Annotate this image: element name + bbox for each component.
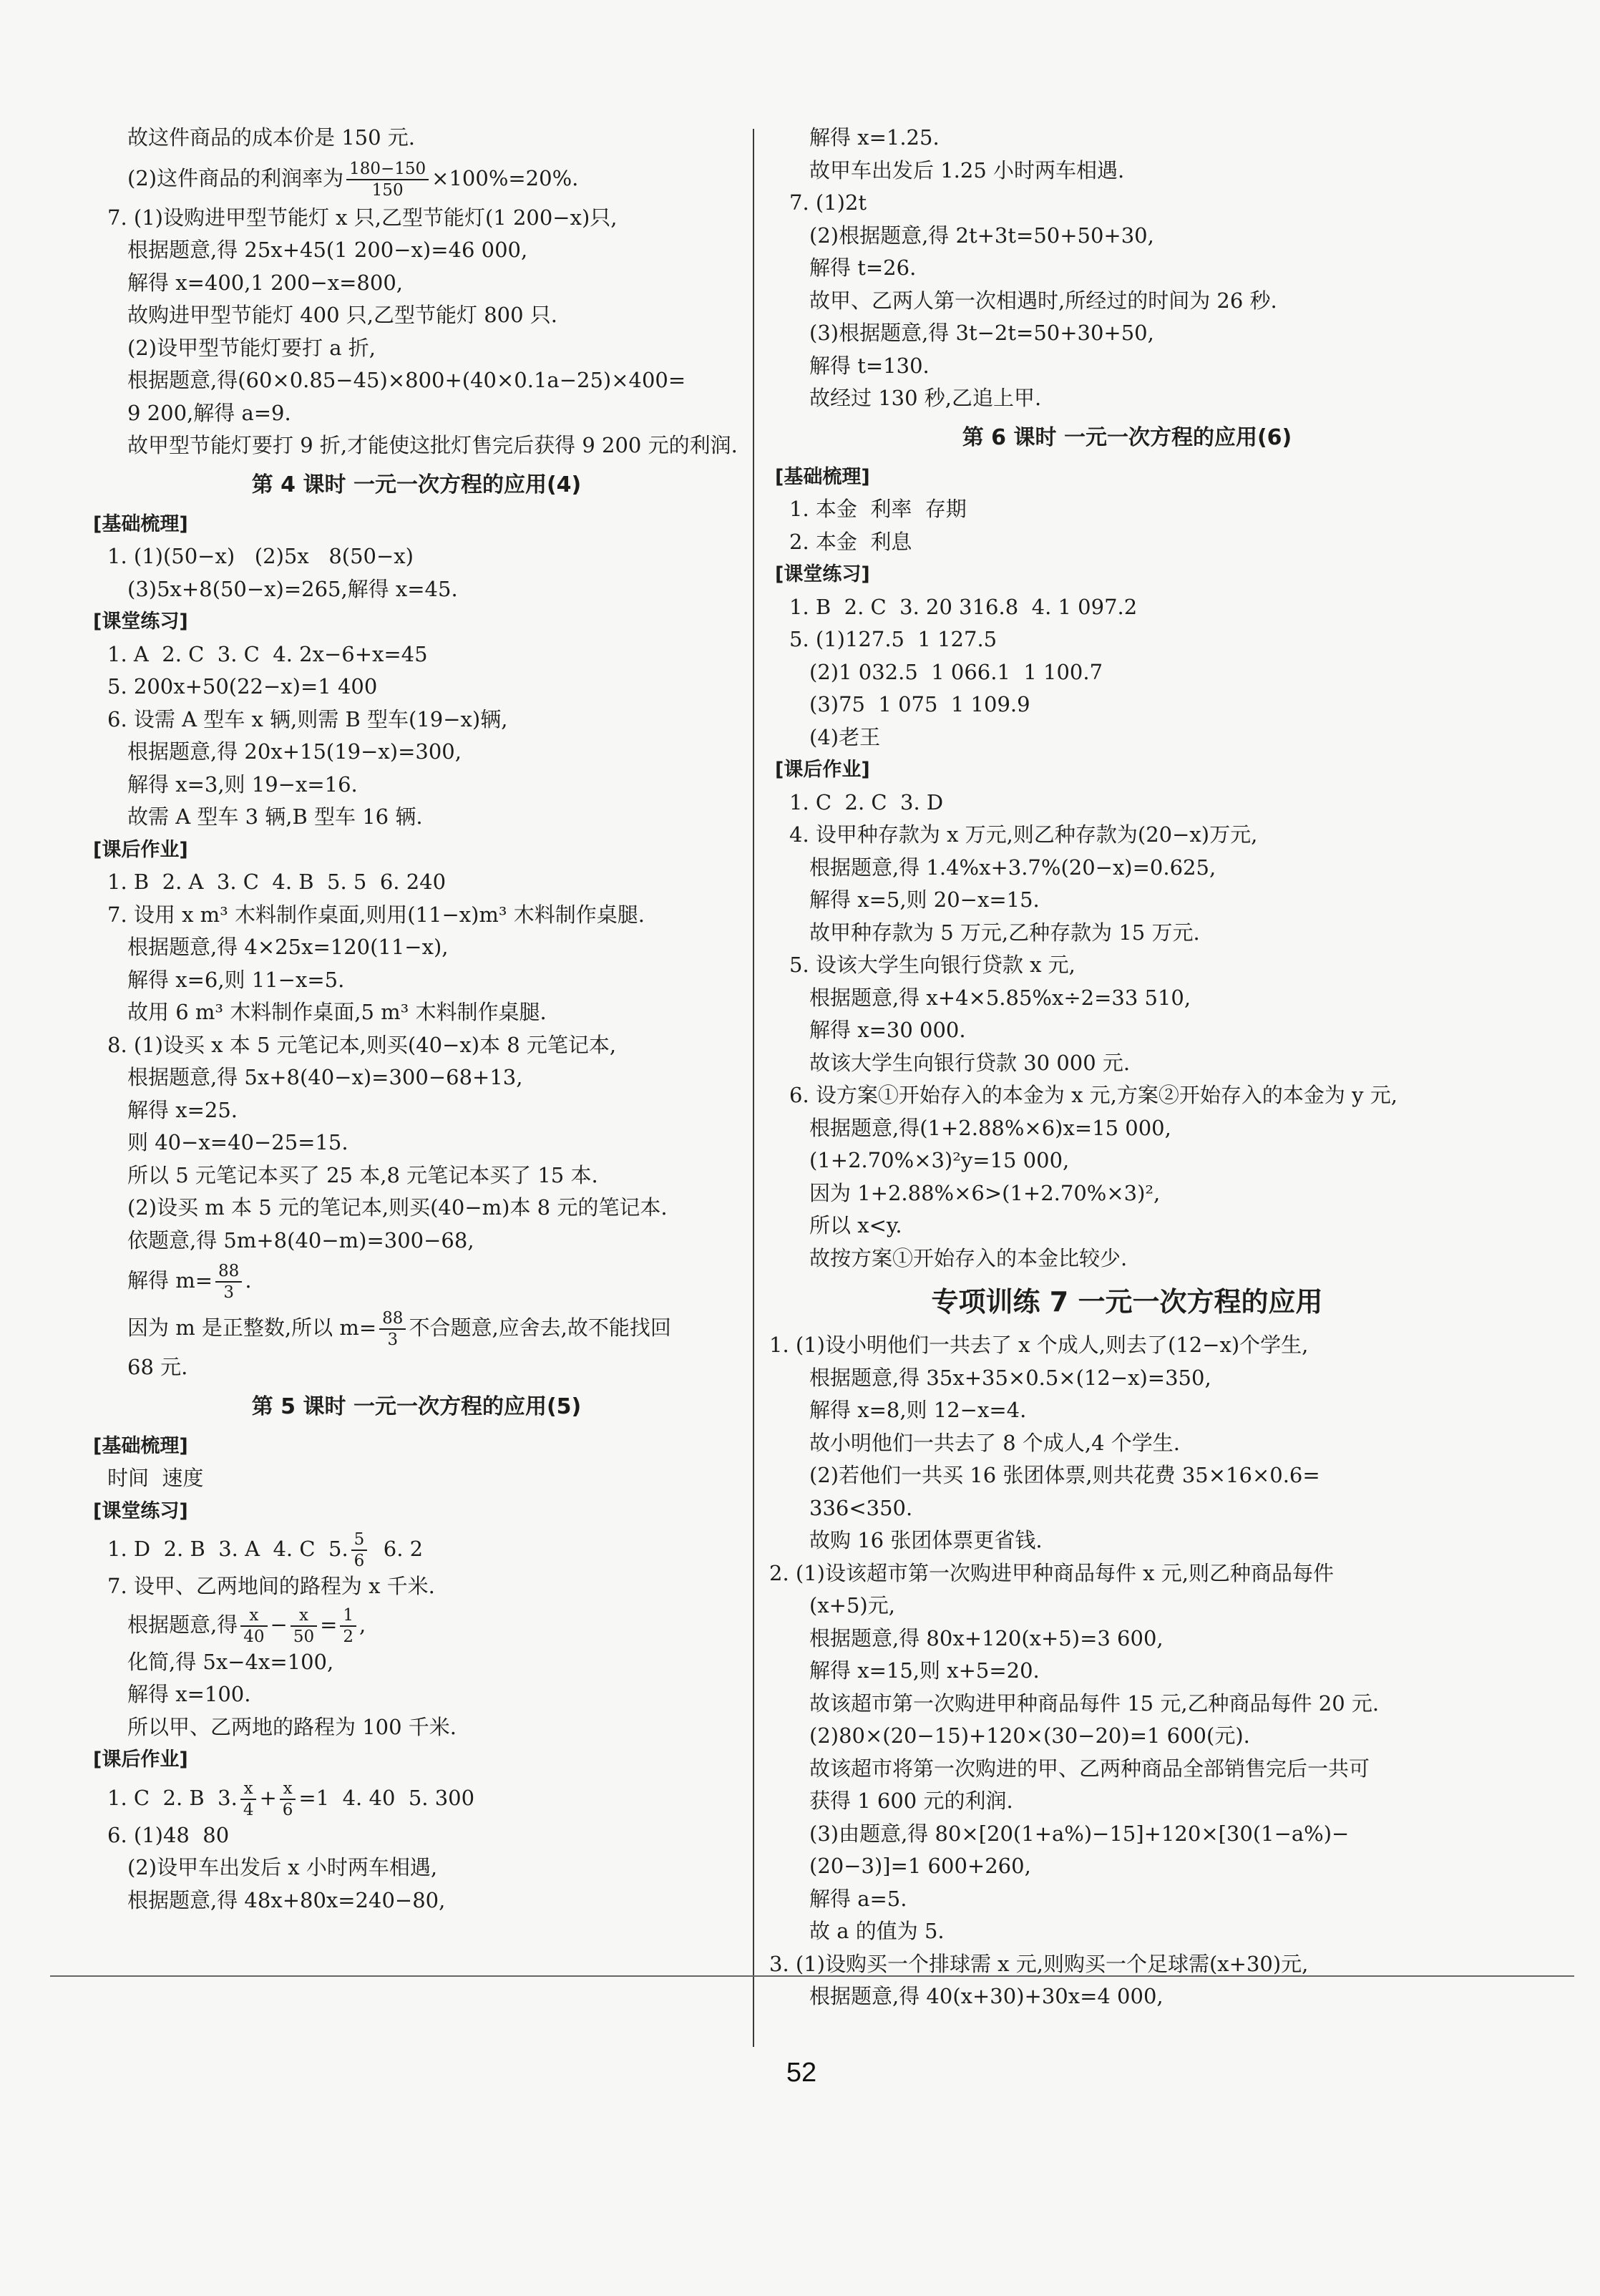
text-line: 7. (1)2t (789, 190, 867, 215)
text-line: (4)老王 (809, 724, 881, 749)
text-line: 解得 t=26. (809, 256, 917, 280)
fraction: $\frac{5}{6}$ (351, 1529, 368, 1571)
text-line: 根据题意,得 40(x+30)+30x=4 000, (809, 1984, 1164, 2008)
text-line: 因为 1+2.88%×6>(1+2.70%×3)², (809, 1180, 1161, 1205)
text-line: 解得 x=400,1 200−x=800, (127, 270, 403, 295)
section-heading-lesson-4: 第 4 课时 一元一次方程的应用(4) (251, 472, 582, 497)
text-line: (20−3)]=1 600+260, (809, 1854, 1031, 1878)
text-line: 解得 t=130. (809, 353, 930, 378)
text-line: (x+5)元, (809, 1593, 895, 1618)
text-line: (3)5x+8(50−x)=265,解得 x=45. (127, 576, 458, 601)
equation-line: 1. C 2. B 3. $\frac{x}{4}$ + $\frac{x}{6}$ =1 4. 40 5. 300 (107, 1779, 475, 1819)
text-line: 解得 x=100. (127, 1682, 251, 1706)
section-heading-lesson-5: 第 5 课时 一元一次方程的应用(5) (251, 1393, 582, 1419)
text-line: 故购进甲型节能灯 400 只,乙型节能灯 800 只. (127, 303, 558, 327)
equation-line: 根据题意,得 $\frac{x}{40}$ − $\frac{x}{50}$ = $\frac{1}{2}$ , (127, 1605, 366, 1646)
text-line: (2)设甲型节能灯要打 a 折, (127, 335, 376, 360)
text-line: 68 元. (127, 1355, 188, 1379)
section-tag: [课堂练习] (775, 563, 870, 585)
section-tag: [基础梳理] (93, 1434, 188, 1457)
text-line: 5. 200x+50(22−x)=1 400 (107, 674, 378, 699)
text-line: 解得 x=25. (127, 1097, 238, 1122)
text-line: 解得 x=8,则 12−x=4. (809, 1398, 1027, 1422)
text-line: (3)根据题意,得 3t−2t=50+30+50, (809, 321, 1154, 345)
fraction: $\frac{x}{40}$ (240, 1605, 267, 1647)
footer-rule (50, 1975, 1574, 1977)
text-line: 7. 设用 x m³ 木料制作桌面,则用(11−x)m³ 木料制作桌腿. (107, 902, 645, 927)
text-line: 解得 x=5,则 20−x=15. (809, 887, 1040, 912)
text-line: 2. (1)设该超市第一次购进甲种商品每件 x 元,则乙种商品每件 (769, 1560, 1334, 1585)
text-line: 1. B 2. A 3. C 4. B 5. 5 6. 240 (107, 870, 447, 894)
text-line: 解得 x=6,则 11−x=5. (127, 967, 345, 992)
text-line: 7. (1)设购进甲型节能灯 x 只,乙型节能灯(1 200−x)只, (107, 205, 618, 230)
text-line: (2)根据题意,得 2t+3t=50+50+30, (809, 223, 1154, 248)
text-line: 1. B 2. C 3. 20 316.8 4. 1 097.2 (789, 594, 1138, 619)
fraction: $\frac{x}{6}$ (280, 1779, 296, 1820)
text-line: 解得 x=3,则 19−x=16. (127, 772, 358, 797)
text-line: 根据题意,得 80x+120(x+5)=3 600, (809, 1625, 1164, 1650)
text-line: (2)设买 m 本 5 元的笔记本,则买(40−m)本 8 元的笔记本. (127, 1195, 668, 1220)
fraction: $\frac{180-150}{150}$ (346, 159, 429, 200)
text-line: 故甲种存款为 5 万元,乙种存款为 15 万元. (809, 920, 1200, 945)
fraction: $\frac{88}{3}$ (215, 1261, 242, 1303)
fraction-line: 1. D 2. B 3. A 4. C 5. $\frac{5}{6}$ 6. 2 (107, 1530, 424, 1570)
section-heading-lesson-6: 第 6 课时 一元一次方程的应用(6) (962, 424, 1292, 450)
text-line: 则 40−x=40−25=15. (127, 1130, 348, 1154)
text-line: 2. 本金 利息 (789, 529, 912, 554)
section-tag: [课后作业] (93, 838, 188, 861)
text-line: 1. C 2. C 3. D (789, 789, 944, 814)
text-line: 根据题意,得 x+4×5.85%x÷2=33 510, (809, 985, 1191, 1010)
text-line: (2)1 032.5 1 066.1 1 100.7 (809, 659, 1103, 684)
text-line: 所以甲、乙两地的路程为 100 千米. (127, 1714, 457, 1739)
text-line: 根据题意,得 20x+15(19−x)=300, (127, 739, 462, 764)
text-line: 解得 x=30 000. (809, 1018, 966, 1042)
text-line: 5. 设该大学生向银行贷款 x 元, (789, 953, 1075, 977)
page-number: 52 (786, 2058, 817, 2088)
text-line: 时间 速度 (107, 1466, 204, 1490)
text-line: 化简,得 5x−4x=100, (127, 1649, 334, 1674)
text-line: (1+2.70%×3)²y=15 000, (809, 1148, 1070, 1172)
text-line: 4. 设甲种存款为 x 万元,则乙种存款为(20−x)万元, (789, 822, 1258, 847)
text-line: 故该超市将第一次购进的甲、乙两种商品全部销售完后一共可 (809, 1756, 1370, 1781)
text-line: 所以 x<y. (809, 1213, 902, 1237)
text-line: 336<350. (809, 1495, 913, 1520)
text-line: 故甲、乙两人第一次相遇时,所经过的时间为 26 秒. (809, 288, 1277, 313)
text-line: 6. 设方案①开始存入的本金为 x 元,方案②开始存入的本金为 y 元, (789, 1083, 1397, 1107)
section-tag: [课堂练习] (93, 611, 188, 633)
text-line: 6. 设需 A 型车 x 辆,则需 B 型车(19−x)辆, (107, 706, 508, 731)
section-tag: [基础梳理] (93, 512, 188, 535)
text-line: 根据题意,得(1+2.88%×6)x=15 000, (809, 1115, 1171, 1140)
text-line: 故小明他们一共去了 8 个成人,4 个学生. (809, 1430, 1180, 1455)
text-line: 故用 6 m³ 木料制作桌面,5 m³ 木料制作桌腿. (127, 1000, 547, 1024)
text-line: 根据题意,得 35x+35×0.5×(12−x)=350, (809, 1365, 1211, 1390)
section-tag: [课后作业] (775, 759, 870, 781)
text-line: 5. (1)127.5 1 127.5 (789, 627, 997, 651)
text-line: 故该超市第一次购进甲种商品每件 15 元,乙种商品每件 20 元. (809, 1691, 1380, 1716)
text-line: (2)设甲车出发后 x 小时两车相遇, (127, 1855, 438, 1879)
text-line: 故按方案①开始存入的本金比较少. (809, 1245, 1128, 1270)
section-heading-special-training-7: 专项训练 7 一元一次方程的应用 (931, 1286, 1323, 1318)
text-line: 故购 16 张团体票更省钱. (809, 1528, 1043, 1552)
profit-rate-line: (2)这件商品的利润率为 $\frac{180-150}{150}$ ×100%=20%. (127, 159, 579, 200)
section-tag: [基础梳理] (775, 465, 870, 488)
text-line: 依题意,得 5m+8(40−m)=300−68, (127, 1227, 474, 1252)
text-line: 故甲车出发后 1.25 小时两车相遇. (809, 157, 1125, 183)
text-line: 故甲型节能灯要打 9 折,才能使这批灯售完后获得 9 200 元的利润. (127, 433, 738, 457)
text-line: (3)由题意,得 80×[20(1+a%)−15]+120×[30(1−a%)− (809, 1821, 1350, 1846)
text-line: 故需 A 型车 3 辆,B 型车 16 辆. (127, 804, 423, 829)
text-line: (2)若他们一共买 16 张团体票,则共花费 35×16×0.6= (809, 1463, 1320, 1487)
text-line: 故 a 的值为 5. (809, 1919, 945, 1943)
fraction: $\frac{x}{50}$ (291, 1605, 317, 1647)
text-line: 7. 设甲、乙两地间的路程为 x 千米. (107, 1574, 435, 1598)
text-line: 解得 x=15,则 x+5=20. (809, 1658, 1040, 1683)
text-line: 根据题意,得 25x+45(1 200−x)=46 000, (127, 238, 528, 262)
text-line: 故经过 130 秒,乙追上甲. (809, 386, 1042, 410)
text-line: 解得 x=1.25. (809, 125, 940, 150)
right-column (769, 122, 1485, 2013)
fraction: $\frac{1}{2}$ (340, 1605, 356, 1647)
text-line: 根据题意,得 4×25x=120(11−x), (127, 935, 449, 959)
left-column (87, 122, 746, 1917)
fraction: $\frac{x}{4}$ (240, 1779, 257, 1820)
section-tag: [课堂练习] (93, 1499, 188, 1522)
fraction-line: 解得 m= $\frac{88}{3}$ . (127, 1262, 252, 1302)
text-line: 6. (1)48 80 (107, 1822, 230, 1847)
text-line: 解得 a=5. (809, 1886, 907, 1911)
column-divider (753, 129, 754, 2047)
text-line: (3)75 1 075 1 109.9 (809, 692, 1030, 716)
text-line: 故这件商品的成本价是 150 元. (127, 125, 416, 150)
text-line: 根据题意,得 1.4%x+3.7%(20−x)=0.625, (809, 855, 1216, 880)
text-line: (2)80×(20−15)+120×(30−20)=1 600(元). (809, 1723, 1250, 1748)
text-line: 1. (1)设小明他们一共去了 x 个成人,则去了(12−x)个学生, (769, 1333, 1309, 1357)
text-line: 9 200,解得 a=9. (127, 400, 291, 425)
text-line: 根据题意,得 48x+80x=240−80, (127, 1887, 446, 1912)
text-line: 故该大学生向银行贷款 30 000 元. (809, 1050, 1131, 1075)
text-line: 1. 本金 利率 存期 (789, 497, 967, 521)
text-line: 根据题意,得 5x+8(40−x)=300−68+13, (127, 1065, 523, 1089)
text-line: 3. (1)设购买一个排球需 x 元,则购买一个足球需(x+30)元, (769, 1951, 1309, 1976)
text-line: 1. A 2. C 3. C 4. 2x−6+x=45 (107, 641, 428, 666)
text-line: 根据题意,得(60×0.85−45)×800+(40×0.1a−25)×400= (127, 368, 686, 392)
fraction: $\frac{88}{3}$ (379, 1308, 406, 1350)
text-line: 1. (1)(50−x) (2)5x 8(50−x) (107, 544, 414, 568)
text-line: 8. (1)设买 x 本 5 元笔记本,则买(40−x)本 8 元笔记本, (107, 1032, 617, 1057)
text-line: 获得 1 600 元的利润. (809, 1789, 1013, 1813)
text-line: 所以 5 元笔记本买了 25 本,8 元笔记本买了 15 本. (127, 1162, 598, 1187)
section-tag: [课后作业] (93, 1748, 188, 1771)
fraction-line: 因为 m 是正整数,所以 m= $\frac{88}{3}$ 不合题意,应舍去,故不能找回 (127, 1309, 671, 1349)
